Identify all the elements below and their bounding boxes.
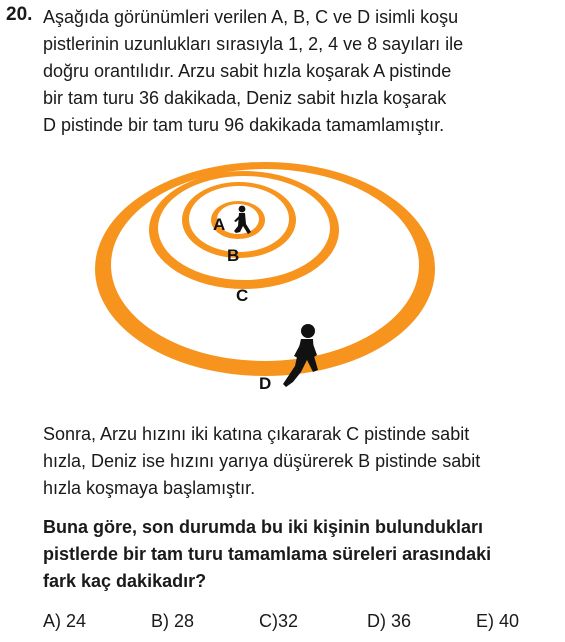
intro-line: bir tam turu 36 dakikada, Deniz sabit hızla koşarak	[43, 88, 447, 108]
answer-option-a[interactable]	[43, 608, 86, 634]
intro-line: Aşağıda görünümleri verilen A, B, C ve D isimli koşu	[43, 7, 459, 27]
option-value: 36	[391, 611, 412, 631]
option-value: 32	[278, 611, 299, 631]
question-number: 20.	[6, 4, 33, 25]
runner-d-icon	[283, 324, 318, 387]
answer-option-b[interactable]	[151, 608, 194, 634]
option-letter: B)	[151, 611, 169, 631]
running-tracks-figure	[0, 150, 565, 415]
track-b-label: B	[227, 246, 240, 265]
update-line: Sonra, Arzu hızını iki katına çıkararak C pistinde sabit	[43, 424, 470, 444]
option-value: 28	[174, 611, 195, 631]
track-d-label: D	[259, 374, 272, 393]
track-c-label: C	[236, 286, 249, 305]
answer-option-c[interactable]	[259, 608, 298, 634]
question-prompt	[43, 514, 558, 595]
update-line: hızla, Deniz ise hızını yarıya düşürerek B pistinde sabit	[43, 451, 481, 471]
answer-option-d[interactable]	[367, 608, 411, 634]
intro-line: D pistinde bir tam turu 96 dakikada tamamlamıştır.	[43, 115, 445, 135]
track-d	[95, 162, 435, 376]
update-line: hızla koşmaya başlamıştır.	[43, 478, 256, 498]
track-c	[149, 171, 339, 289]
prompt-line: fark kaç dakikadır?	[43, 571, 207, 591]
option-letter: E)	[476, 611, 494, 631]
intro-line: pistlerinin uzunlukları sırasıyla 1, 2, 4 ve 8 sayıları ile	[43, 34, 464, 54]
option-letter: C)	[259, 611, 278, 631]
runner-a-icon	[234, 206, 251, 234]
prompt-line: Buna göre, son durumda bu iki kişinin bulundukları	[43, 517, 484, 537]
option-letter: D)	[367, 611, 386, 631]
intro-line: doğru orantılıdır. Arzu sabit hızla koşarak A pistinde	[43, 61, 452, 81]
answer-option-e[interactable]	[476, 608, 519, 634]
option-value: 24	[66, 611, 87, 631]
question-intro	[43, 4, 558, 139]
track-a-label: A	[213, 215, 226, 234]
option-letter: A)	[43, 611, 61, 631]
option-value: 40	[499, 611, 520, 631]
prompt-line: pistlerde bir tam turu tamamlama süreleri arasındaki	[43, 544, 492, 564]
question-update	[43, 421, 558, 502]
